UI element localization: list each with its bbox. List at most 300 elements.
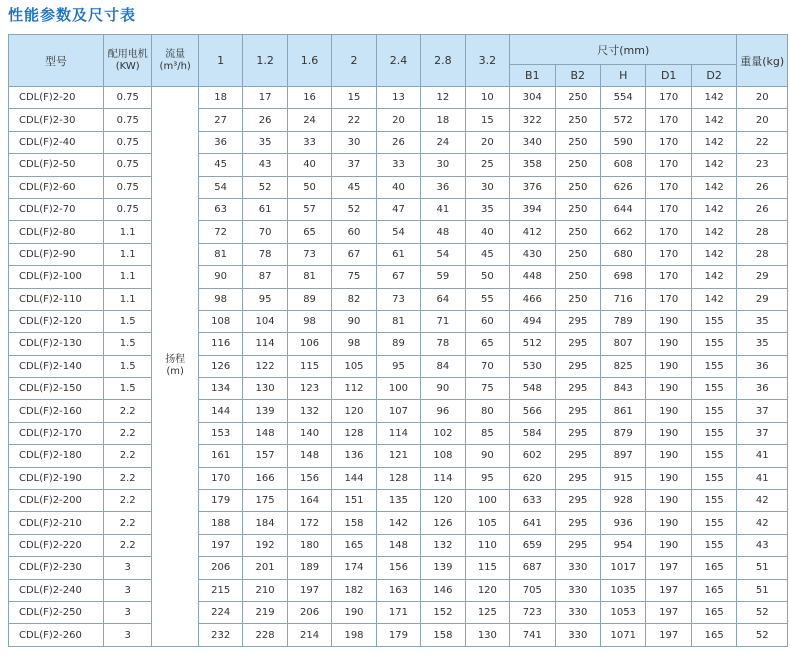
table-cell: 57 (287, 198, 331, 220)
table-cell: 80 (465, 400, 509, 422)
table-cell: 26 (737, 176, 788, 198)
table-cell: 142 (376, 512, 420, 534)
header-flow-2: 2 (332, 35, 376, 87)
table-row (9, 355, 788, 377)
table-cell: 250 (555, 221, 600, 243)
table-cell: 158 (421, 624, 465, 646)
table-cell: 27 (198, 109, 242, 131)
table-cell: 142 (691, 131, 737, 153)
table-cell: 104 (243, 310, 287, 332)
motor-cell: 0.75 (103, 176, 151, 198)
model-cell: CDL(F)2-210 (9, 512, 104, 534)
table-cell: 30 (465, 176, 509, 198)
table-cell: 861 (601, 400, 646, 422)
table-cell: 494 (510, 310, 555, 332)
model-cell: CDL(F)2-80 (9, 221, 104, 243)
model-cell: CDL(F)2-250 (9, 601, 104, 623)
table-cell: 35 (737, 333, 788, 355)
table-cell: 295 (555, 422, 600, 444)
table-cell: 40 (376, 176, 420, 198)
table-cell: 78 (243, 243, 287, 265)
table-cell: 40 (287, 154, 331, 176)
table-cell: 45 (198, 154, 242, 176)
table-cell: 165 (691, 624, 737, 646)
table-cell: 130 (243, 378, 287, 400)
table-cell: 20 (737, 87, 788, 109)
table-cell: 59 (421, 266, 465, 288)
table-cell: 155 (691, 512, 737, 534)
table-cell: 156 (376, 557, 420, 579)
table-cell: 170 (646, 87, 691, 109)
table-cell: 590 (601, 131, 646, 153)
model-cell: CDL(F)2-240 (9, 579, 104, 601)
table-cell: 897 (601, 445, 646, 467)
table-cell: 42 (737, 512, 788, 534)
model-cell: CDL(F)2-120 (9, 310, 104, 332)
table-cell: 190 (332, 601, 376, 623)
table-cell: 572 (601, 109, 646, 131)
header-dim-h: H (601, 65, 646, 87)
table-cell: 115 (287, 355, 331, 377)
table-cell: 152 (421, 601, 465, 623)
table-cell: 151 (332, 490, 376, 512)
header-flow-2.4: 2.4 (376, 35, 420, 87)
table-cell: 224 (198, 601, 242, 623)
table-cell: 70 (465, 355, 509, 377)
table-cell: 190 (646, 422, 691, 444)
page-title: 性能参数及尺寸表 (8, 6, 137, 24)
header-flow-unit: (m³/h) (159, 60, 191, 72)
table-cell: 75 (332, 266, 376, 288)
table-cell: 165 (691, 557, 737, 579)
table-cell: 10 (465, 87, 509, 109)
table-cell: 81 (376, 310, 420, 332)
table-cell: 132 (287, 400, 331, 422)
table-cell: 51 (737, 557, 788, 579)
table-cell: 71 (421, 310, 465, 332)
table-cell: 295 (555, 467, 600, 489)
table-cell: 170 (646, 176, 691, 198)
table-cell: 41 (737, 467, 788, 489)
table-cell: 153 (198, 422, 242, 444)
table-cell: 142 (691, 109, 737, 131)
table-cell: 188 (198, 512, 242, 534)
table-cell: 166 (243, 467, 287, 489)
table-cell: 116 (198, 333, 242, 355)
table-cell: 142 (691, 176, 737, 198)
table-cell: 170 (646, 243, 691, 265)
motor-cell: 1.5 (103, 310, 151, 332)
table-cell: 106 (287, 333, 331, 355)
table-row (9, 534, 788, 556)
table-cell: 197 (646, 601, 691, 623)
header-model: 型号 (9, 35, 104, 87)
table-cell: 136 (332, 445, 376, 467)
table-body (9, 87, 788, 647)
motor-cell: 0.75 (103, 109, 151, 131)
table-cell: 89 (376, 333, 420, 355)
table-cell: 662 (601, 221, 646, 243)
table-cell: 142 (691, 154, 737, 176)
model-cell: CDL(F)2-160 (9, 400, 104, 422)
table-cell: 330 (555, 579, 600, 601)
table-row (9, 221, 788, 243)
table-cell: 135 (376, 490, 420, 512)
table-cell: 184 (243, 512, 287, 534)
table-cell: 512 (510, 333, 555, 355)
table-cell: 125 (465, 601, 509, 623)
motor-cell: 2.2 (103, 534, 151, 556)
table-cell: 26 (243, 109, 287, 131)
table-cell: 60 (465, 310, 509, 332)
table-cell: 190 (646, 512, 691, 534)
table-cell: 322 (510, 109, 555, 131)
motor-cell: 0.75 (103, 87, 151, 109)
table-cell: 165 (332, 534, 376, 556)
table-cell: 12 (421, 87, 465, 109)
model-cell: CDL(F)2-190 (9, 467, 104, 489)
table-cell: 67 (332, 243, 376, 265)
table-cell: 36 (737, 355, 788, 377)
model-cell: CDL(F)2-90 (9, 243, 104, 265)
table-cell: 155 (691, 534, 737, 556)
table-cell: 142 (691, 87, 737, 109)
table-row (9, 467, 788, 489)
table-cell: 155 (691, 490, 737, 512)
table-cell: 60 (332, 221, 376, 243)
lift-unit: (m) (166, 366, 184, 378)
table-cell: 723 (510, 601, 555, 623)
table-cell: 358 (510, 154, 555, 176)
motor-cell: 0.75 (103, 131, 151, 153)
table-row (9, 579, 788, 601)
table-cell: 190 (646, 445, 691, 467)
table-row (9, 198, 788, 220)
table-cell: 158 (332, 512, 376, 534)
table-cell: 35 (243, 131, 287, 153)
table-cell: 180 (287, 534, 331, 556)
table-cell: 155 (691, 310, 737, 332)
table-cell: 250 (555, 176, 600, 198)
table-cell: 641 (510, 512, 555, 534)
model-cell: CDL(F)2-20 (9, 87, 104, 109)
table-cell: 843 (601, 378, 646, 400)
table-row (9, 131, 788, 153)
table-cell: 108 (198, 310, 242, 332)
table-row (9, 266, 788, 288)
table-cell: 197 (646, 579, 691, 601)
table-cell: 566 (510, 400, 555, 422)
table-cell: 190 (646, 467, 691, 489)
table-cell: 170 (646, 109, 691, 131)
table-cell: 123 (287, 378, 331, 400)
table-cell: 659 (510, 534, 555, 556)
table-cell: 121 (376, 445, 420, 467)
table-cell: 15 (332, 87, 376, 109)
table-cell: 789 (601, 310, 646, 332)
table-cell: 155 (691, 445, 737, 467)
table-cell: 20 (376, 109, 420, 131)
header-weight: 重量(kg) (737, 35, 788, 87)
table-cell: 37 (332, 154, 376, 176)
table-cell: 156 (287, 467, 331, 489)
table-row (9, 445, 788, 467)
table-cell: 142 (691, 198, 737, 220)
table-cell: 48 (421, 221, 465, 243)
header-motor-label: 配用电机 (107, 48, 148, 60)
table-cell: 36 (737, 378, 788, 400)
table-cell: 52 (243, 176, 287, 198)
table-cell: 189 (287, 557, 331, 579)
table-cell: 70 (243, 221, 287, 243)
table-cell: 96 (421, 400, 465, 422)
table-cell: 206 (287, 601, 331, 623)
table-cell: 295 (555, 378, 600, 400)
table-cell: 825 (601, 355, 646, 377)
table-cell: 28 (737, 221, 788, 243)
table-cell: 250 (555, 131, 600, 153)
header-flow-2.8: 2.8 (421, 35, 465, 87)
table-cell: 250 (555, 198, 600, 220)
table-cell: 82 (332, 288, 376, 310)
model-cell: CDL(F)2-130 (9, 333, 104, 355)
table-cell: 120 (332, 400, 376, 422)
model-cell: CDL(F)2-230 (9, 557, 104, 579)
table-row (9, 154, 788, 176)
table-cell: 65 (465, 333, 509, 355)
table-cell: 100 (376, 378, 420, 400)
model-cell: CDL(F)2-170 (9, 422, 104, 444)
table-cell: 87 (243, 266, 287, 288)
table-cell: 330 (555, 557, 600, 579)
header-flow-1: 1 (198, 35, 242, 87)
table-cell: 128 (376, 467, 420, 489)
table-cell: 928 (601, 490, 646, 512)
table-cell: 190 (646, 378, 691, 400)
table-cell: 35 (465, 198, 509, 220)
table-cell: 201 (243, 557, 287, 579)
table-cell: 90 (198, 266, 242, 288)
model-cell: CDL(F)2-200 (9, 490, 104, 512)
table-cell: 155 (691, 467, 737, 489)
table-cell: 81 (198, 243, 242, 265)
table-cell: 15 (465, 109, 509, 131)
table-cell: 210 (243, 579, 287, 601)
table-cell: 105 (465, 512, 509, 534)
header-dim-b2: B2 (555, 65, 600, 87)
table-cell: 215 (198, 579, 242, 601)
table-cell: 698 (601, 266, 646, 288)
table-cell: 90 (465, 445, 509, 467)
table-cell: 24 (421, 131, 465, 153)
table-cell: 115 (465, 557, 509, 579)
table-cell: 18 (421, 109, 465, 131)
table-cell: 602 (510, 445, 555, 467)
table-cell: 73 (287, 243, 331, 265)
table-cell: 16 (287, 87, 331, 109)
table-cell: 620 (510, 467, 555, 489)
table-cell: 95 (465, 467, 509, 489)
table-cell: 376 (510, 176, 555, 198)
table-cell: 705 (510, 579, 555, 601)
table-cell: 936 (601, 512, 646, 534)
table-cell: 75 (465, 378, 509, 400)
table-cell: 807 (601, 333, 646, 355)
table-cell: 43 (737, 534, 788, 556)
table-cell: 448 (510, 266, 555, 288)
header-dim-d2: D2 (691, 65, 737, 87)
table-cell: 26 (737, 198, 788, 220)
table-cell: 680 (601, 243, 646, 265)
table-cell: 140 (287, 422, 331, 444)
table-cell: 250 (555, 87, 600, 109)
table-cell: 30 (421, 154, 465, 176)
table-cell: 108 (421, 445, 465, 467)
table-cell: 172 (287, 512, 331, 534)
motor-cell: 2.2 (103, 400, 151, 422)
table-cell: 164 (287, 490, 331, 512)
table-cell: 915 (601, 467, 646, 489)
table-row (9, 378, 788, 400)
header-flow-1.2: 1.2 (243, 35, 287, 87)
table-cell: 54 (421, 243, 465, 265)
table-cell: 52 (737, 601, 788, 623)
table-cell: 206 (198, 557, 242, 579)
table-cell: 112 (332, 378, 376, 400)
table-cell: 42 (737, 490, 788, 512)
table-cell: 81 (287, 266, 331, 288)
table-cell: 72 (198, 221, 242, 243)
table-cell: 95 (243, 288, 287, 310)
table-cell: 157 (243, 445, 287, 467)
model-cell: CDL(F)2-60 (9, 176, 104, 198)
table-cell: 190 (646, 355, 691, 377)
table-cell: 146 (421, 579, 465, 601)
table-cell: 65 (287, 221, 331, 243)
table-cell: 114 (376, 422, 420, 444)
table-cell: 114 (421, 467, 465, 489)
table-cell: 37 (737, 400, 788, 422)
table-cell: 182 (332, 579, 376, 601)
table-cell: 17 (243, 87, 287, 109)
table-cell: 20 (737, 109, 788, 131)
table-cell: 95 (376, 355, 420, 377)
table-cell: 174 (332, 557, 376, 579)
table-cell: 340 (510, 131, 555, 153)
motor-cell: 1.5 (103, 333, 151, 355)
motor-cell: 2.2 (103, 512, 151, 534)
table-cell: 41 (421, 198, 465, 220)
table-cell: 155 (691, 378, 737, 400)
table-cell: 43 (243, 154, 287, 176)
table-cell: 155 (691, 333, 737, 355)
table-cell: 170 (646, 198, 691, 220)
table-cell: 128 (332, 422, 376, 444)
table-cell: 295 (555, 512, 600, 534)
table-cell: 20 (465, 131, 509, 153)
model-cell: CDL(F)2-30 (9, 109, 104, 131)
header-dim-b1: B1 (510, 65, 555, 87)
table-cell: 144 (198, 400, 242, 422)
table-cell: 250 (555, 288, 600, 310)
table-cell: 47 (376, 198, 420, 220)
table-cell: 45 (332, 176, 376, 198)
table-cell: 148 (287, 445, 331, 467)
table-cell: 110 (465, 534, 509, 556)
table-cell: 198 (332, 624, 376, 646)
table-cell: 295 (555, 534, 600, 556)
table-cell: 190 (646, 333, 691, 355)
motor-cell: 3 (103, 601, 151, 623)
table-cell: 114 (243, 333, 287, 355)
table-cell: 165 (691, 579, 737, 601)
table-cell: 55 (465, 288, 509, 310)
model-cell: CDL(F)2-40 (9, 131, 104, 153)
table-cell: 26 (376, 131, 420, 153)
table-cell: 98 (198, 288, 242, 310)
model-cell: CDL(F)2-100 (9, 266, 104, 288)
table-cell: 24 (287, 109, 331, 131)
table-cell: 330 (555, 601, 600, 623)
table-cell: 394 (510, 198, 555, 220)
table-cell: 120 (421, 490, 465, 512)
header-size: 尺寸(mm) (510, 35, 737, 65)
table-cell: 163 (376, 579, 420, 601)
table-cell: 132 (421, 534, 465, 556)
motor-cell: 2.2 (103, 445, 151, 467)
table-cell: 22 (332, 109, 376, 131)
header-flow (152, 35, 198, 87)
spec-table (8, 34, 788, 647)
table-cell: 170 (646, 131, 691, 153)
table-cell: 197 (646, 557, 691, 579)
header-flow-1.6: 1.6 (287, 35, 331, 87)
table-cell: 98 (332, 333, 376, 355)
table-cell: 139 (243, 400, 287, 422)
table-cell: 548 (510, 378, 555, 400)
table-cell: 28 (737, 243, 788, 265)
table-cell: 33 (376, 154, 420, 176)
table-cell: 18 (198, 87, 242, 109)
table-cell: 175 (243, 490, 287, 512)
table-row (9, 87, 788, 109)
table-cell: 22 (737, 131, 788, 153)
table-cell: 144 (332, 467, 376, 489)
table-cell: 170 (646, 288, 691, 310)
table-row (9, 512, 788, 534)
table-row (9, 490, 788, 512)
table-cell: 107 (376, 400, 420, 422)
table-cell: 142 (691, 221, 737, 243)
table-cell: 139 (421, 557, 465, 579)
table-cell: 608 (601, 154, 646, 176)
table-cell: 54 (198, 176, 242, 198)
table-cell: 50 (287, 176, 331, 198)
table-cell: 155 (691, 355, 737, 377)
table-cell: 23 (737, 154, 788, 176)
table-cell: 879 (601, 422, 646, 444)
table-cell: 122 (243, 355, 287, 377)
header-flow-label: 流量 (165, 48, 186, 60)
table-cell: 102 (421, 422, 465, 444)
table-cell: 412 (510, 221, 555, 243)
table-cell: 134 (198, 378, 242, 400)
table-cell: 190 (646, 490, 691, 512)
header-flow-3.2: 3.2 (465, 35, 509, 87)
table-cell: 155 (691, 400, 737, 422)
table-row (9, 624, 788, 646)
table-cell: 295 (555, 400, 600, 422)
